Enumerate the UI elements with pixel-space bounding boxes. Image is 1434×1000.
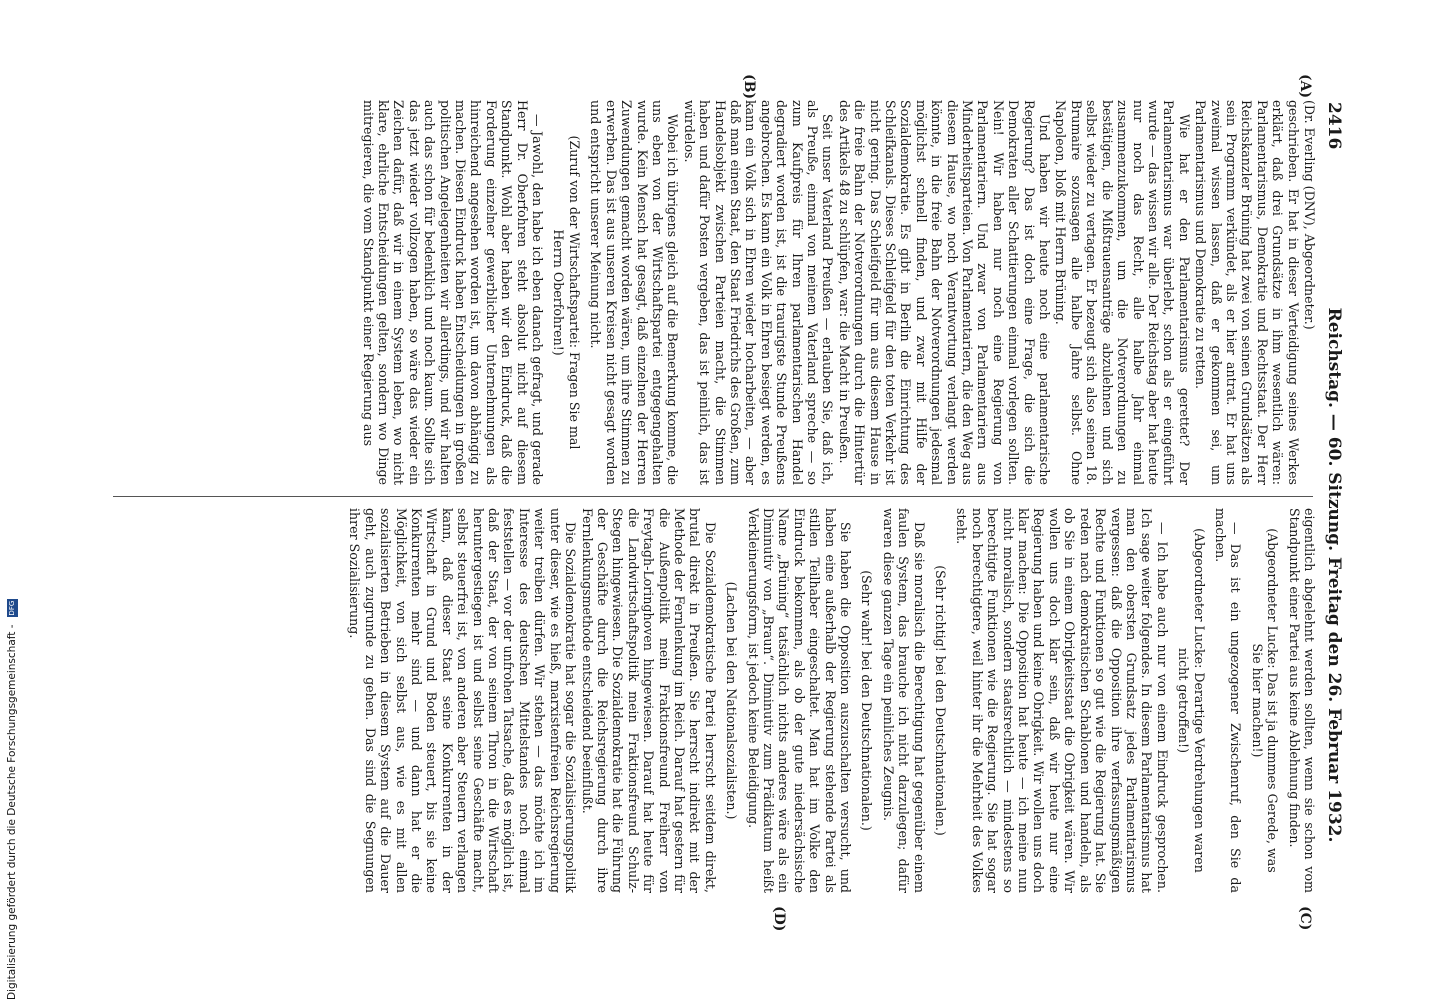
right-text-column [112, 508, 1317, 893]
paragraph: Sie haben die Opposition auszuschalten versucht, und haben eine außerhalb der Regierung stehende Partei als stillen Teilhaber eingeschaltet. Man hat im Volke den Eindruck bekommen, als ob der gute niedersächsische Name „Brüning“ tatsächlich nichts anderes wäre als ein Diminutiv von „Braun“. Diminutiv zum Prädikatum heißt Verkleinerungsform, ist jedoch keine Beleidigung. [745, 508, 854, 893]
interjection: (Zuruf von der Wirtschaftspartei: Fragen Sie mal Herrn Oberfohren!) [551, 135, 582, 450]
paragraph: Die Sozialdemokratische Partei herrscht seitdem direkt, brutal direkt in Preußen. Sie herrscht indirekt mit der Methode der Fernlenkung im Reich. Darauf hat gestern für die Außenpolitik mein Fraktionsfreund Freiherr von Freytagh-Loringhoven hingewiesen. Darauf hat heute für die Landwirtschaftspolitik mein Fraktionsfreund Schulz-Stegen hingewiesen. Die Sozialdemokratie hat die Führung der Geschäfte durch die Reichsregierung durch ihre Fernlenkungsmethode entscheidend beeinflußt. [579, 508, 718, 893]
paragraph: Wie hat er den Parlamentarismus gerettet? Der Parlamentarismus war überlebt, schon als er eingeführt wurde — das wissen wir alle. Der Reichstag aber hat heute nur noch das Recht, alle halbe Jahr einmal zusammenzukommen, um die Notverordnungen zu bestätigen, die Mißtrauensanträge abzulehnen und sich selbst wieder zu vertagen. Er bezeugt sich also seinen 18. Brumaire sozusagen alle halbe Jahre selbst. Ohne Napoleon, bloß mit Herrn Brüning. [1053, 100, 1192, 485]
page-header [1321, 100, 1347, 900]
paragraph: Die Sozialdemokratie hat sogar die Sozialisierungspolitik unter dieser, wie es hieß, marxistenfreien Reichsregierung weiter treiben dürfen. Wir stehen — das möchte ich im Interesse des deutschen Mittelstandes noch einmal feststellen — vor der unfrohen Tatsache, daß es möglich ist, daß der Staat, der von seinem Thron in die Wirtschaft heruntergestiegen ist und selbst seine Geschäfte macht, selbst steuerfrei ist, von anderen aber Steuern verlangen kann, daß dieser Staat seine Konkurrenten in der Wirtschaft in Grund und Boden steuert, bis sie keine Konkurrenten mehr sind — und dann hat er die Möglichkeit, von sich selbst aus, wie es mit allen sozialisierten Betrieben in diesem System auf die Dauer geht, auch zugrunde zu gehen. Das sind die Segnungen ihrer Sozialisierung. [347, 508, 579, 893]
paragraph: eigentlich abgelehnt werden sollten, wenn sie schon vom Standpunkt einer Partei aus keine Ablehnung finden. [1286, 508, 1317, 893]
paragraph: Und haben wir heute noch eine parlamentarische Regierung? Das ist doch eine Frage, die sich die Demokraten aller Schattierungen einmal vorlegen sollten. Nein! Wir haben nur noch eine Regierung von Parlamentariern. Und zwar von Parlamentariern aus Minderheitsparteien. Von Parlamentariern, die den Weg aus diesem Hause, wo noch Verantwortung verlangt werden könnte, in die freie Bahn der Notverordnungen jedesmal möglichst schnell finden, und zwar mit Hilfe der Sozialdemokratie. Es gibt in Berlin die Einrichtung des Schleifkanals. Dieses Schleifgeld für den toten Verkehr ist nicht gering. Das Schleifgeld für um aus diesem Hause in die freie Bahn der Notverordnungen durch die Hintertür des Artikels 48 zu schlüpfen, war: die Macht in Preußen. [836, 100, 1053, 485]
page-title: Reichstag. — 60. Sitzung. Freitag den 26. Februar 1932. [1324, 307, 1344, 843]
paragraph: geschrieben. Er hat in dieser Verteidigung seines Werkes erklärt, daß drei Grundsätze in ihm wesentlich wären: Parlamentarismus, Demokratie und Rechtsstaat. Der Herr Reichskanzler Brüning hat zwei von seinen Grundsätzen als sein Programm verkündet, als er hier antrat. Er hat uns zweimal wissen lassen, daß er gekommen sei, um Parlamentarismus und Demokratie zu retten. [1193, 100, 1301, 485]
interjection: (Sehr wahr! bei den Deutschnationalen.) [859, 570, 875, 831]
margin-marker-a: (A) [1297, 74, 1313, 99]
paragraph: — Jawohl, den habe ich eben danach gefragt, und gerade Herr Dr. Oberfohren steht absolut nicht auf diesem Standpunkt. Wohl aber haben wir den Eindruck, daß die Forderung einzelner gewerblicher Unternehmungen als hinreichend angesehen worden ist, um davon abhängig zu machen. Diesen Eindruck haben Entscheidungen in großen politischen Angelegenheiten wir allerdings, und wir halten auch das schon für bedenklich und noch kaum. Sollte sich das jetzt wieder vollzogen haben, so wäre das wieder ein Zeichen dafür, daß wir in einem System leben, wo nicht klare, ehrliche Entscheidungen gelten, sondern wo Dinge mitregieren, die vom Standpunkt einer Regierung aus [360, 100, 546, 485]
rotated-page [107, 74, 1347, 932]
paragraph: — Das ist ein ungezogener Zwischenruf, den Sie da machen. [1212, 508, 1244, 893]
left-text-column [112, 100, 1317, 485]
interjection: (Lachen bei den Nationalsozialisten.) [724, 581, 740, 820]
paragraph: Wobei ich übrigens gleich auf die Bemerkung komme, die uns eben von der Wirtschaftspartei entgegengehalten wurde. Kein Mensch hat gesagt, daß einzelnen der Herren Zuwendungen gemacht worden wären, um ihre Stimmen zu erwerben. Das ist aus unseren Kreisen nicht gesagt worden und entspricht unserer Meinung nicht. [588, 100, 681, 485]
interjection: (Sehr richtig! bei den Deutschnationalen.) [933, 565, 949, 836]
margin-marker-b: (B) [741, 74, 757, 100]
column-divider [113, 496, 1313, 497]
interjection: (Abgeordneter Lucke: Das ist ja dummes Gerede, was Sie hier machen!) [1249, 528, 1281, 873]
page-number: 2416 [1324, 102, 1344, 150]
dfg-logo-icon: DFG [7, 600, 16, 616]
paragraph: Seit unser Vaterland Preußen — erlauben Sie, daß ich, als Preuße, einmal von meinem Vaterland spreche — so zum Kaufpreis für Ihren parlamentarischen Handel degradiert worden ist, ist die traurigste Stunde Preußens angebrochen. Es kann ein Volk in Ehren besiegt werden, es kann ein Volk sich in Ehren wieder hocharbeiten, — aber daß man einen Staat, den Staat Friedrichs des Großen, zum Handelsobjekt zwischen Parteien macht, die Stimmen haben und dafür Posten vergeben, das ist peinlich, das ist würdelos. [681, 100, 836, 485]
digitization-credit [6, 10, 18, 1000]
paragraph: — Ich habe auch nur von einem Eindruck gesprochen. Ich sage weiter folgendes. In diesem Parlamentarismus hat man den obersten Grundsatz jedes Parlamentarismus vergessen: daß die Opposition ihre verfassungsmäßigen Rechte und Funktionen so gut wie die Regierung hat. Sie reden nach demokratischen Schablonen und handeln, als ob Sie in einem Obrigkeitsstaat die Obrigkeit wären. Wir wollen uns doch klar sein, daß wir heute nur eine Regierung haben und keine Obrigkeit. Wir wollen uns doch klar machen: Die Opposition hat heute — ich meine nun nicht moralisch, sondern staatsrechtlich — mindestens so berechtigte Funktionen wie die Regierung. Sie hat sogar noch berechtigtere, weil hinter ihr die Mehrheit des Volkes steht. [954, 508, 1170, 893]
speaker-line: (Dr. Everling (DNV), Abgeordneter.) [1302, 100, 1317, 330]
interjection: (Abgeordneter Lucke: Derartige Verdrehungen waren nicht getroffen!) [1176, 528, 1207, 873]
paragraph: Daß sie moralisch die Berechtigung hat gegenüber einem faulen System, das brauche ich nicht darzulegen; dafür waren diese ganzen Tage ein peinliches Zeugnis. [880, 508, 927, 893]
margin-marker-d: (D) [771, 906, 787, 932]
credit-text: Digitalisierung gefördert durch die Deutsche Forschungsgemeinschaft - [6, 624, 18, 1000]
margin-marker-c: (C) [1297, 906, 1313, 931]
